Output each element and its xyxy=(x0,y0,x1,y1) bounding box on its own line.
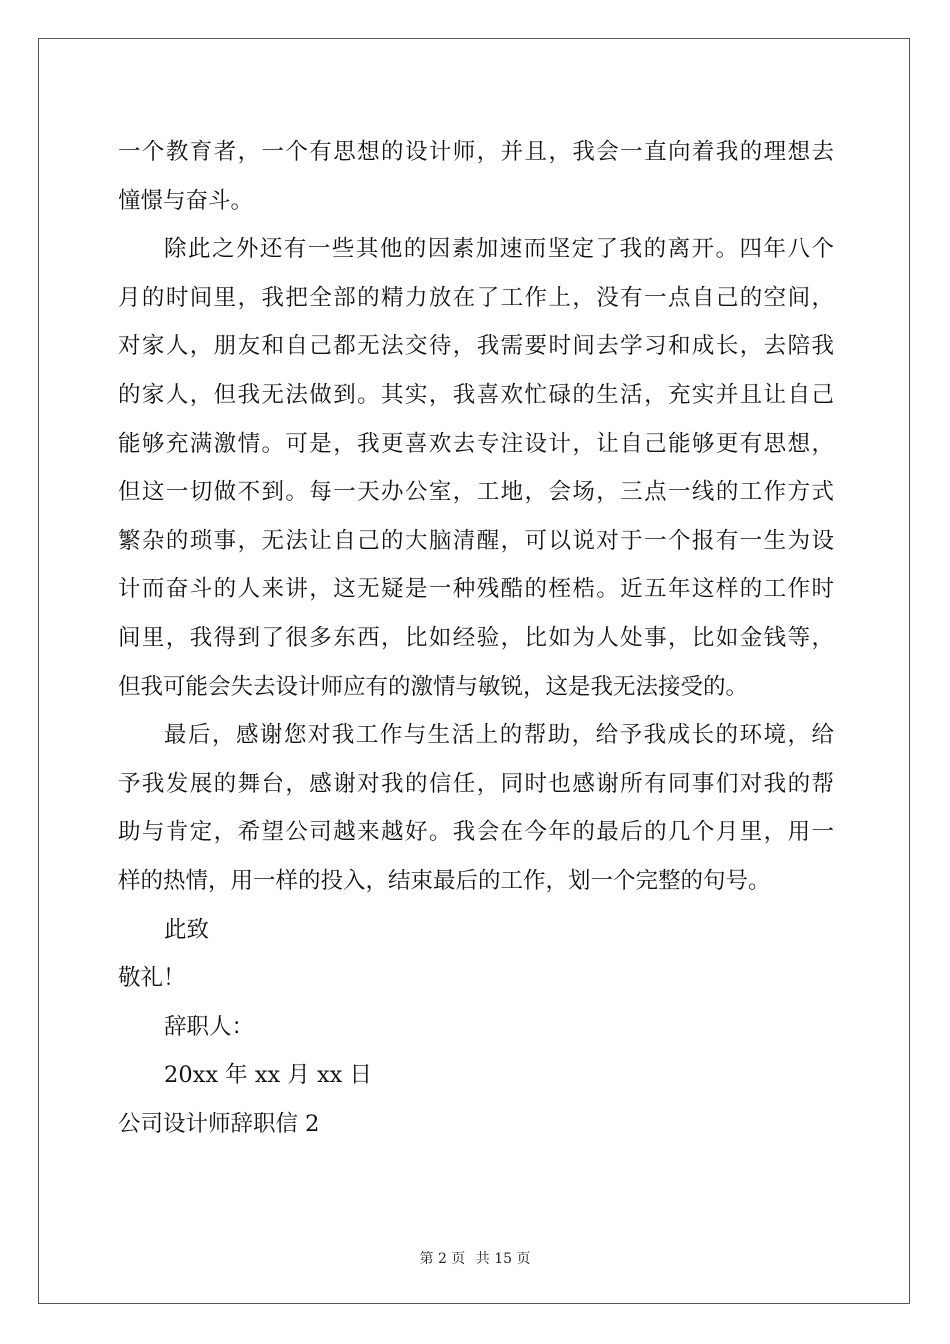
body-line: 计而奋斗的人来讲，这无疑是一种残酷的桎梏。近五年这样的工作时 xyxy=(118,576,834,603)
body-line: 能够充满激情。可是，我更喜欢去专注设计，让自己能够更有思想， xyxy=(118,430,834,457)
page-total: 共 15 页 xyxy=(475,1251,531,1267)
body-line: 间里，我得到了很多东西，比如经验，比如为人处事，比如金钱等， xyxy=(118,624,834,651)
body-line: 样的热情，用一样的投入，结束最后的工作，划一个完整的句号。 xyxy=(118,867,771,894)
date-line: 20xx 年 xx 月 xx 日 xyxy=(164,1062,373,1089)
salutation-line: 敬礼！ xyxy=(118,965,186,992)
salutation-line: 此致 xyxy=(164,916,210,943)
paragraph-start-line: 最后，感谢您对我工作与生活上的帮助，给予我成长的环境，给 xyxy=(164,722,834,749)
body-line: 憧憬与奋斗。 xyxy=(118,187,254,214)
body-line: 予我发展的舞台，感谢对我的信任，同时也感谢所有同事们对我的帮 xyxy=(118,770,834,797)
page-footer xyxy=(0,1248,950,1268)
paragraph-start-line: 除此之外还有一些其他的因素加速而坚定了我的离开。四年八个 xyxy=(164,236,834,263)
next-letter-title: 公司设计师辞职信 2 xyxy=(118,1110,320,1137)
body-line: 繁杂的琐事，无法让自己的大脑清醒，可以说对于一个报有一生为设 xyxy=(118,527,834,554)
body-line: 的家人，但我无法做到。其实，我喜欢忙碌的生活，充实并且让自己 xyxy=(118,381,834,408)
body-line: 月的时间里，我把全部的精力放在了工作上，没有一点自己的空间， xyxy=(118,284,834,311)
body-line: 但这一切做不到。每一天办公室，工地，会场，三点一线的工作方式 xyxy=(118,479,834,506)
page-number: 第 2 页 xyxy=(419,1251,466,1267)
letter-body xyxy=(118,128,834,1148)
signature-label: 辞职人： xyxy=(164,1013,255,1040)
body-line: 对家人，朋友和自己都无法交待，我需要时间去学习和成长，去陪我 xyxy=(118,333,834,360)
body-line: 但我可能会失去设计师应有的激情与敏锐，这是我无法接受的。 xyxy=(118,673,749,700)
body-line: 一个教育者，一个有思想的设计师，并且，我会一直向着我的理想去 xyxy=(118,139,834,165)
body-line: 助与肯定，希望公司越来越好。我会在今年的最后的几个月里，用一 xyxy=(118,819,834,846)
